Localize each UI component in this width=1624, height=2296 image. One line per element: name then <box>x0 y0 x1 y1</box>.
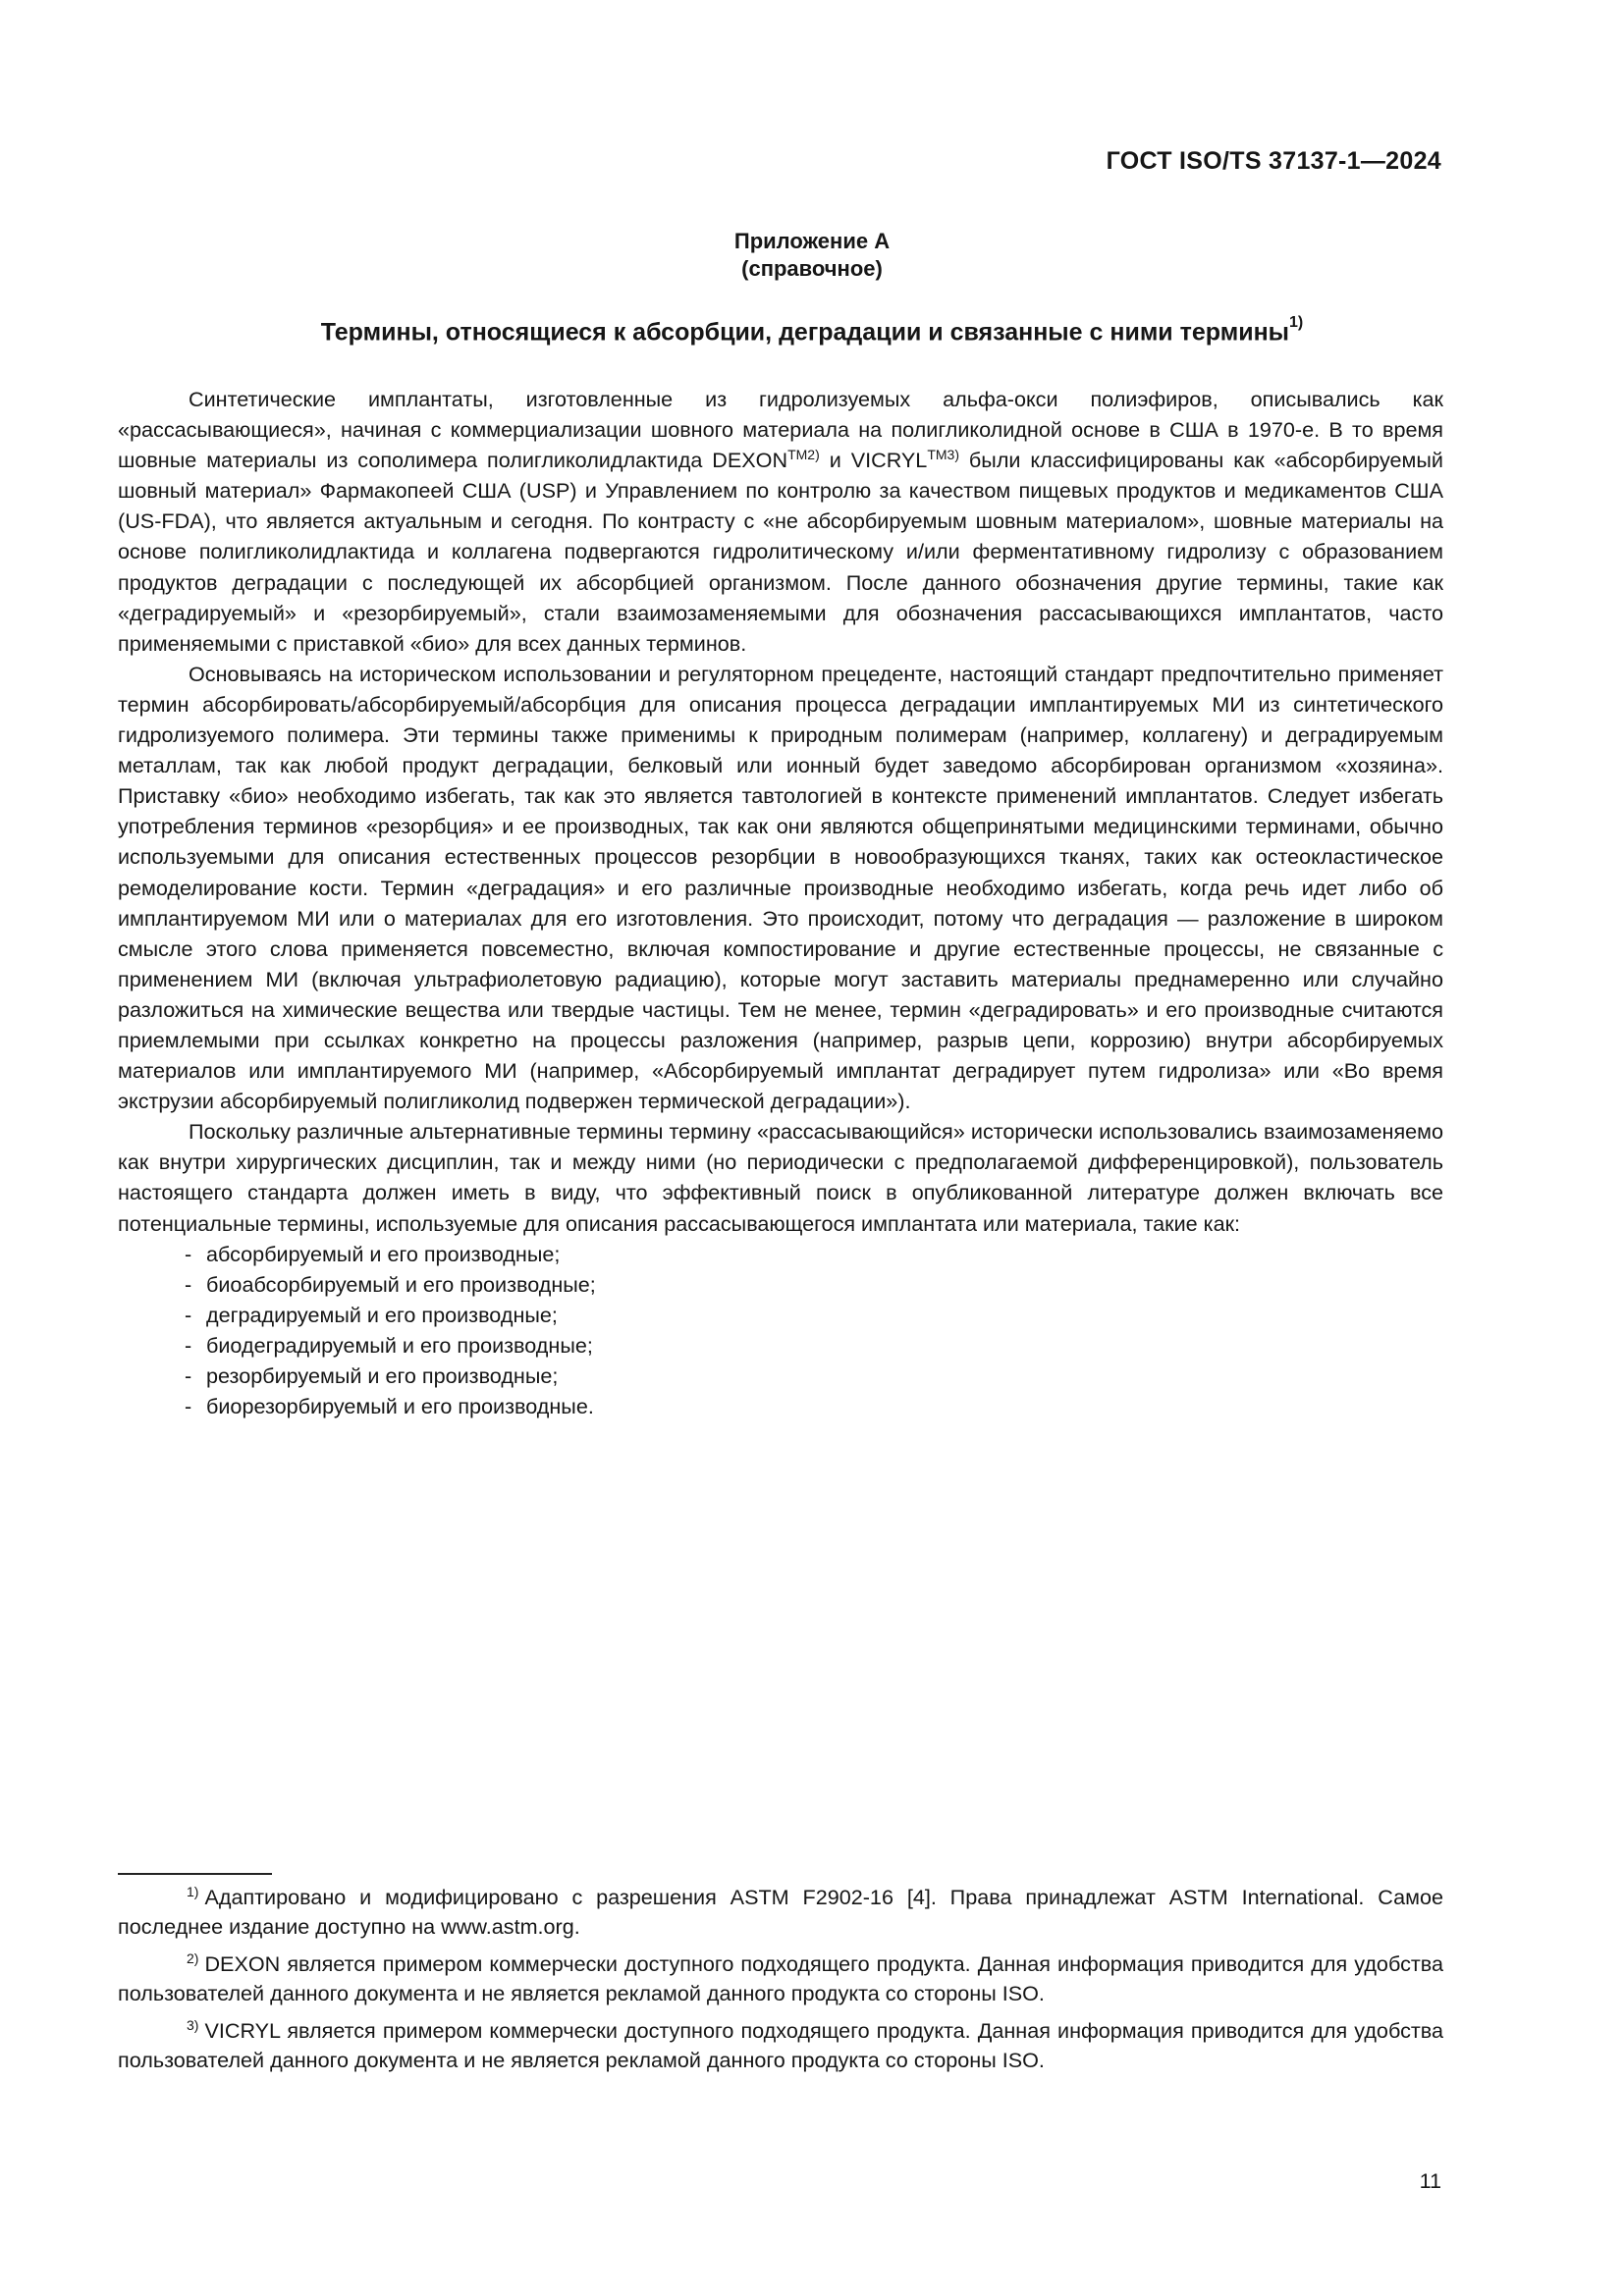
list-item <box>118 1391 1443 1421</box>
footnote-1-ref: 1) <box>187 1883 199 1899</box>
appendix-label: Приложение А <box>733 229 891 253</box>
list-item <box>118 1269 1443 1300</box>
paragraph-1-part-c: были классифицированы как «абсорбируемый шовный материал» Фармакопеей США (USP) и Управлением по контролю за качеством пищевых продуктов и медикаментов США (US-FDA), что является актуальным и сегодня. По контрасту с «не абсорбируемым шовным материалом», шовные материалы на основе полигликолидлактида и коллагена подвергаются гидролитическому и/или ферментативному гидролизу с образованием продуктов деградации с последующей их абсорбцией организмом. После данного обозначения другие термины, такие как «деградируемый» и «резорбируемый», стали взаимозаменяемыми для обозначения рассасывающихся имплантатов, часто применяемыми с приставкой «био» для всех данных терминов. <box>118 448 1443 656</box>
list-dash: - <box>185 1363 192 1388</box>
footnotes <box>118 1883 1443 2083</box>
section-title <box>0 314 1624 347</box>
body-text <box>118 384 1443 1421</box>
list-dash: - <box>185 1394 192 1419</box>
footnote-2 <box>118 1949 1443 2007</box>
list-dash: - <box>185 1332 192 1358</box>
footnote-2-ref: 2) <box>187 1949 199 1966</box>
trademark-footnote-ref-vicryl: TM3) <box>927 447 959 462</box>
list-item <box>118 1300 1443 1330</box>
footnote-divider <box>118 1873 272 1875</box>
footnote-1-text: Адаптировано и модифицировано с разрешения ASTM F2902-16 [4]. Права принадлежат ASTM International. Самое последнее издание доступно на www.astm.org. <box>118 1885 1443 1939</box>
list-item <box>118 1330 1443 1361</box>
footnote-3-text: VICRYL является примером коммерчески доступного подходящего продукта. Данная информация приводится для удобства пользователей данного документа и не является рекламой данного продукта со стороны ISO. <box>118 2018 1443 2072</box>
paragraph-1-part-b: и VICRYL <box>819 448 928 473</box>
section-title-footnote-ref: 1) <box>1289 314 1304 331</box>
footnote-3 <box>118 2016 1443 2074</box>
appendix-status: (справочное) <box>741 256 883 281</box>
section-title-text: Термины, относящиеся к абсорбции, деградации и связанные с ними термины <box>320 318 1290 347</box>
page-number: 11 <box>1419 2168 1441 2193</box>
list-item-text: деградируемый и его производные; <box>206 1302 558 1327</box>
paragraph-1 <box>118 384 1443 659</box>
standard-code: ГОСТ ISO/TS 37137-1—2024 <box>1106 147 1441 175</box>
terms-list <box>118 1239 1443 1422</box>
list-item-text: биорезорбируемый и его производные. <box>206 1394 594 1419</box>
paragraph-2: Основываясь на историческом использовании и регуляторном прецеденте, настоящий стандарт предпочтительно применяет термин абсорбировать/абсорбируемый/абсорбция для описания процесса деградации имплантируемых МИ из синтетического гидролизуемого полимера. Эти термины также применимы к природным полимерам (например, коллагену) и деградируемым металлам, так как любой продукт деградации, белковый или ионный будет заведомо абсорбирован организмом «хозяина». Приставку «био» необходимо избегать, так как это является тавтологией в контексте применений имплантатов. Следует избегать употребления терминов «резорбция» и ее производных, так как они являются общепринятыми медицинскими терминами, обычно используемыми для описания естественных процессов резорбции в новообразующихся тканях, таких как остеокластическое ремоделирование кости. Термин «деградация» и его различные производные необходимо избегать, когда речь идет либо об имплантируемом МИ или о материалах для его изготовления. Это происходит, потому что деградация — разложение в широком смысле этого слова применяется повсеместно, включая компостирование и другие естественные процессы, не связанные с применением МИ (включая ультрафиолетовую радиацию), которые могут заставить материалы преднамеренно или случайно разложиться на химические вещества или твердые частицы. Тем не менее, термин «деградировать» и его производные считаются приемлемыми при ссылках конкретно на процессы разложения (например, разрыв цепи, коррозию) внутри абсорбируемых материалов или имплантируемого МИ (например, «Абсорбируемый имплантат деградирует путем гидролиза» или «Во время экструзии абсорбируемый полигликолид подвержен термической деградации»). <box>118 661 1443 1114</box>
list-item-text: резорбируемый и его производные; <box>206 1363 559 1388</box>
list-item-text: биодеградируемый и его производные; <box>206 1332 593 1358</box>
list-item <box>118 1361 1443 1391</box>
paragraph-1-part-a: Синтетические имплантаты, изготовленные из гидролизуемых альфа-окси полиэфиров, описывались как «рассасывающиеся», начиная с коммерциализации шовного материала на полигликолидной основе в США в 1970-е. В то время шовные материалы из сополимера полигликолидлактида DEXON <box>118 387 1443 473</box>
footnote-2-text: DEXON является примером коммерчески доступного подходящего продукта. Данная информация приводится для удобства пользователей данного документа и не является рекламой данного продукта со стороны ISO. <box>118 1951 1443 2005</box>
footnote-3-ref: 3) <box>187 2016 199 2033</box>
list-dash: - <box>185 1302 192 1327</box>
list-item <box>118 1239 1443 1269</box>
list-item-text: биоабсорбируемый и его производные; <box>206 1271 596 1297</box>
trademark-footnote-ref-dexon: TM2) <box>787 447 820 462</box>
list-dash: - <box>185 1271 192 1297</box>
appendix-heading <box>0 228 1624 283</box>
list-item-text: абсорбируемый и его производные; <box>206 1241 561 1266</box>
list-dash: - <box>185 1241 192 1266</box>
footnote-1 <box>118 1883 1443 1941</box>
paragraph-3: Поскольку различные альтернативные термины термину «рассасывающийся» исторически использовались взаимозаменяемо как внутри хирургических дисциплин, так и между ними (но периодически с предполагаемой дифференцировкой), пользователь настоящего стандарта должен иметь в виду, что эффективный поиск в опубликованной литературе должен включать все потенциальные термины, используемые для описания рассасывающегося имплантата или материала, такие как: <box>118 1119 1443 1236</box>
